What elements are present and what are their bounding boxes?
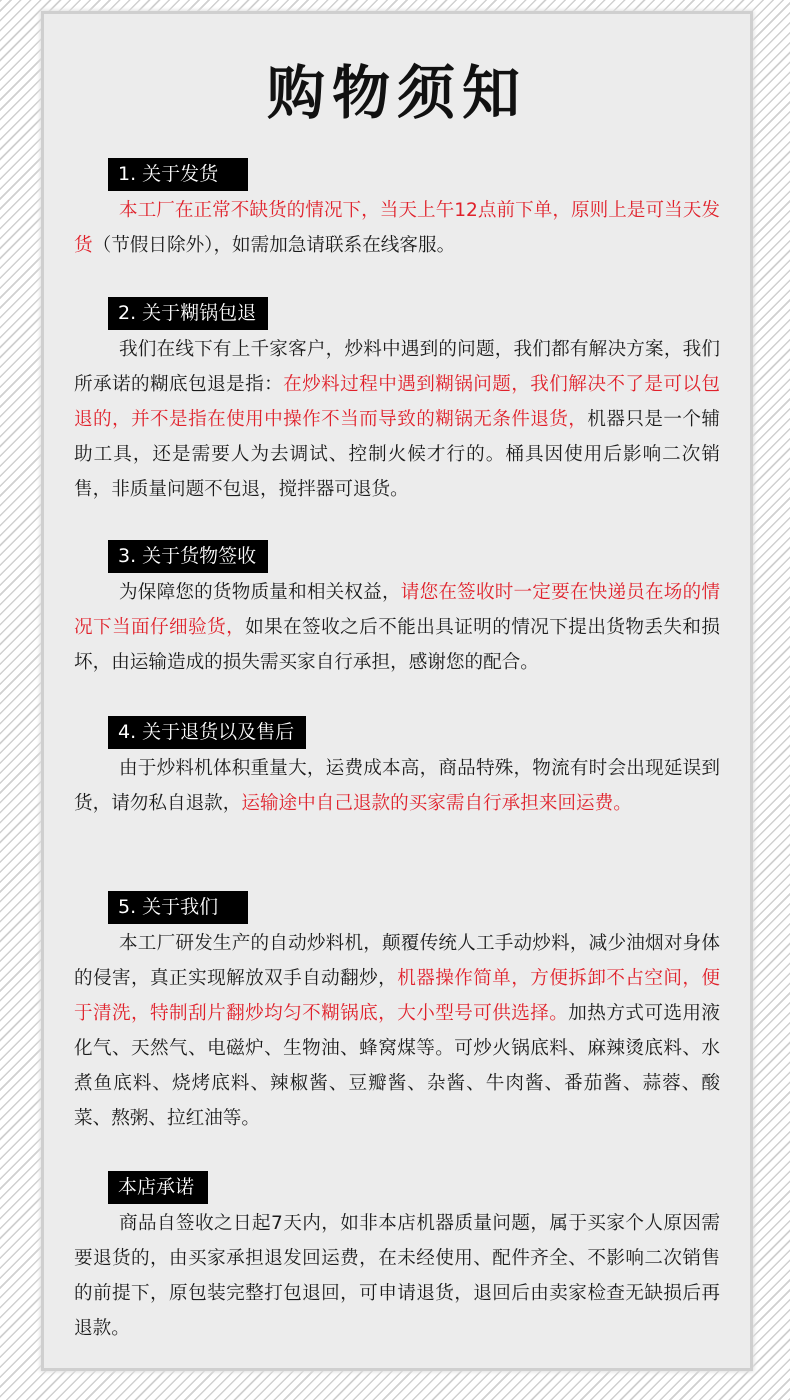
section-body [74, 330, 720, 507]
section-about-us [74, 891, 720, 1136]
body-text: 机器只是一个辅助工具，还是需要人为去调试、控制火候才行的。桶具因使用后影响二次销售，非质量问题不包退，搅拌器可退货。 [74, 409, 720, 500]
highlight-text: 在炒料过程中遇到糊锅问题，我们解决不了是可以包退的，并不是指在使用中操作不当而导致的糊锅无条件退货， [74, 374, 720, 430]
highlight-text: 请您在签收时一定要在快递员在场的情况下当面仔细验货， [74, 582, 720, 638]
body-text: 本工厂研发生产的自动炒料机，颠覆传统人工手动炒料，减少油烟对身体的侵害，真正实现解放双手自动翻炒， [74, 933, 720, 989]
section-heading: 5. 关于我们 [108, 891, 248, 924]
section-delivery-signoff [74, 540, 720, 680]
highlight-text: 运输途中自己退款的买家需自行承担来回运费。 [241, 793, 632, 814]
section-returns-after-sales [74, 716, 720, 821]
section-heading: 3. 关于货物签收 [108, 540, 268, 573]
body-text: 商品自签收之日起7天内，如非本店机器质量问题，属于买家个人原因需要退货的，由买家承担退发回运费，在未经使用、配件齐全、不影响二次销售的前提下，原包装完整打包退回，可申请退货，退回后由卖家检查无缺损后再退款。 [74, 1213, 720, 1339]
body-text: （节假日除外），如需加急请联系在线客服。 [92, 235, 456, 256]
highlight-text: 机器操作简单，方便拆卸不占空间，便于清洗，特制刮片翻炒均匀不糊锅底，大小型号可供选择。 [74, 968, 720, 1024]
section-shipping [74, 158, 720, 263]
highlight-text: 本工厂在正常不缺货的情况下，当天上午12点前下单，原则上是可当天发货 [74, 200, 720, 256]
section-body [74, 924, 720, 1136]
section-body [74, 1204, 720, 1346]
section-body [74, 191, 720, 263]
body-text: 我们在线下有上千家客户，炒料中遇到的问题，我们都有解决方案，我们所承诺的糊底包退是指： [74, 339, 720, 395]
section-body [74, 573, 720, 680]
section-heading: 1. 关于发货 [108, 158, 248, 191]
body-text: 为保障您的货物质量和相关权益， [119, 582, 401, 603]
section-heading: 2. 关于糊锅包退 [108, 297, 268, 330]
section-body [74, 749, 720, 821]
body-text: 加热方式可选用液化气、天然气、电磁炉、生物油、蜂窝煤等。可炒火锅底料、麻辣烫底料、水煮鱼底料、烧烤底料、辣椒酱、豆瓣酱、杂酱、牛肉酱、番茄酱、蒜蓉、酸菜、熬粥、拉红油等。 [74, 1003, 720, 1129]
section-heading: 本店承诺 [108, 1171, 208, 1204]
body-text: 如果在签收之后不能出具证明的情况下提出货物丢失和损坏，由运输造成的损失需买家自行承担，感谢您的配合。 [74, 617, 720, 673]
section-store-promise [74, 1171, 720, 1346]
section-heading: 4. 关于退货以及售后 [108, 716, 306, 749]
section-burnt-pot-refund [74, 297, 720, 507]
body-text: 由于炒料机体积重量大，运费成本高，商品特殊，物流有时会出现延误到货，请勿私自退款， [74, 758, 720, 814]
page-title: 购物须知 [266, 59, 527, 127]
content-panel [44, 14, 750, 1368]
